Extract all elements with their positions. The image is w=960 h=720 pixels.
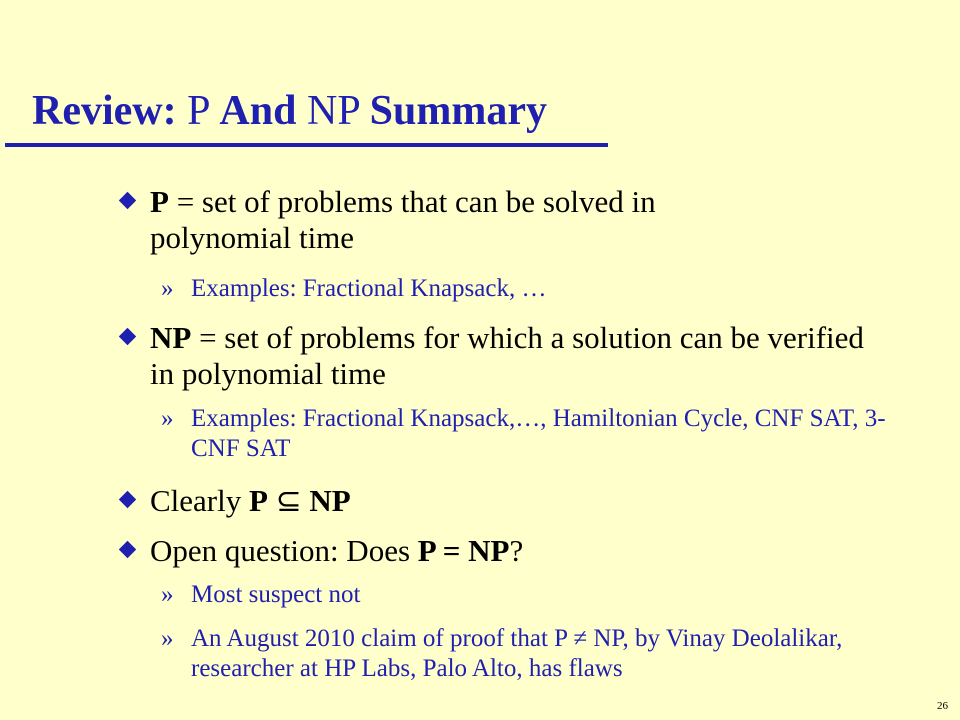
title-part-summary: Summary (369, 88, 547, 134)
diamond-bullet-icon (119, 328, 136, 345)
sub-bullet-text: Examples: Fractional Knapsack, … (191, 275, 547, 302)
title-part-and: And (219, 88, 297, 134)
bullet-bold-p: P (249, 483, 268, 518)
subset-symbol: ⊆ (267, 483, 310, 518)
bullet-text: = set of problems that can be solved in polynomial time (150, 184, 656, 255)
bullet-text: = set of problems for which a solution can be verified in polynomial time (150, 320, 864, 391)
bullet-bold-np: NP (309, 483, 351, 518)
chevron-right-icon: » (161, 581, 174, 608)
bullet-bold: P (150, 184, 169, 219)
diamond-bullet-icon (119, 491, 136, 508)
sub-bullet-text: An August 2010 claim of proof that P ≠ NP, by Vinay Deolalikar, researcher at HP Labs, Palo Alto, has flaws (191, 625, 843, 682)
title-part-np: NP (306, 88, 360, 134)
sub-bullet-most-suspect (161, 580, 891, 610)
title-underline (5, 143, 608, 147)
bullet-bold: P = NP (417, 533, 510, 568)
sub-bullet-deolalikar-claim (161, 624, 926, 684)
bullet-suffix: ? (509, 533, 524, 568)
bullet-open-question (150, 533, 770, 569)
bullet-p-subset-np (150, 483, 770, 519)
bullet-prefix: Clearly (150, 483, 249, 518)
page-number: 26 (937, 700, 948, 712)
bullet-prefix: Open question: Does (150, 533, 418, 568)
sub-bullet-text: Most suspect not (191, 581, 361, 608)
chevron-right-icon: » (161, 405, 174, 432)
chevron-right-icon: » (161, 275, 174, 302)
diamond-bullet-icon (119, 192, 136, 209)
bullet-np-definition (150, 320, 885, 392)
chevron-right-icon: » (161, 625, 174, 652)
title-part-p: P (187, 88, 209, 134)
slide-title (32, 88, 547, 134)
bullet-bold: NP (150, 320, 192, 355)
title-part-review: Review: (32, 88, 177, 134)
sub-bullet-text: Examples: Fractional Knapsack,…, Hamiltonian Cycle, CNF SAT, 3-CNF SAT (191, 405, 886, 462)
bullet-p-definition (150, 184, 770, 256)
diamond-bullet-icon (119, 541, 136, 558)
sub-bullet-np-examples (161, 404, 926, 464)
sub-bullet-p-examples (161, 274, 891, 304)
